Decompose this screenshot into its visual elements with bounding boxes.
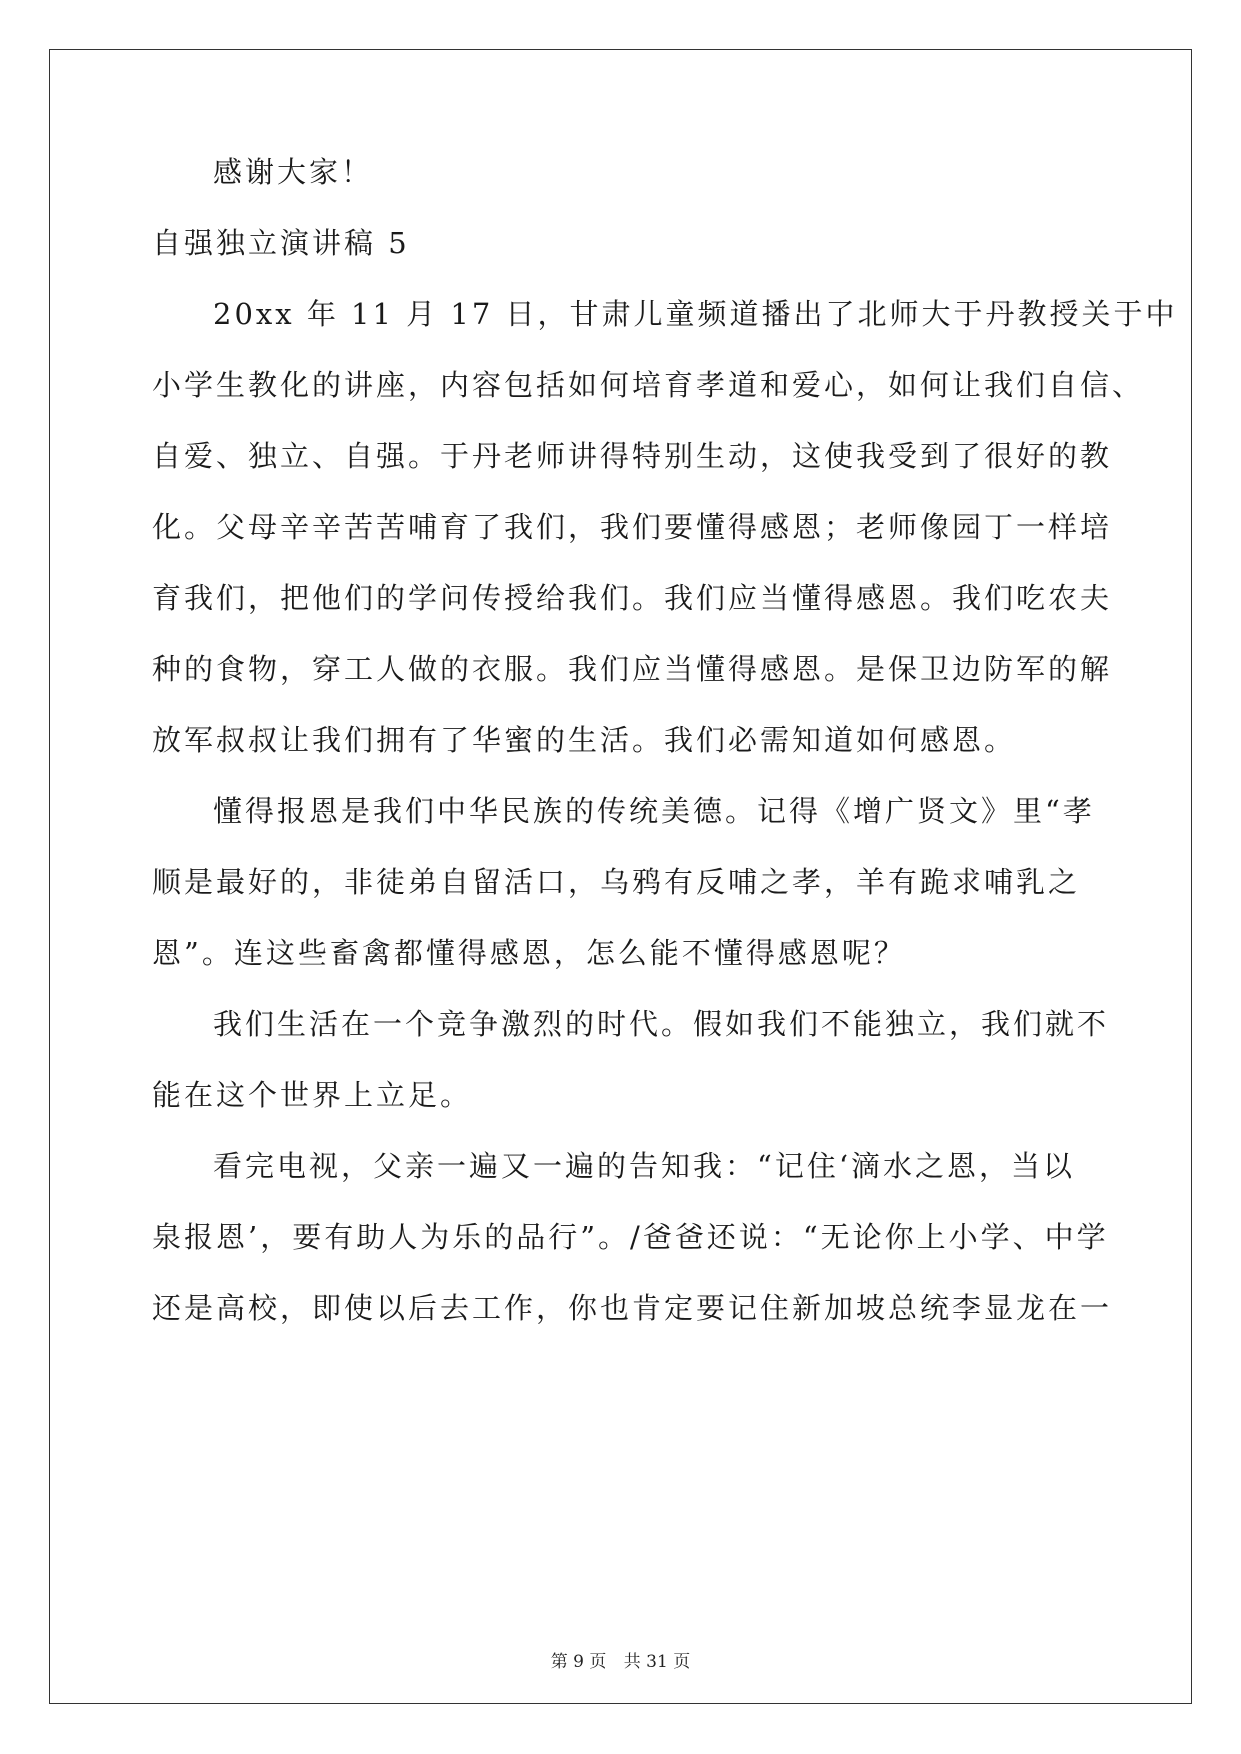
page-total: 共 31 页 xyxy=(623,1652,691,1672)
page-number: 第 9 页 xyxy=(550,1652,607,1672)
text-line: 我们生活在一个竞争激烈的时代。假如我们不能独立，我们就不 xyxy=(213,1007,1110,1041)
text-line: 化。父母辛辛苦苦哺育了我们，我们要懂得感恩；老师像园丁一样培 xyxy=(152,510,1113,544)
text-line: 感谢大家！ xyxy=(213,155,374,189)
text-line: 泉报恩’，要有助人为乐的品行”。/爸爸还说：“无论你上小学、中学 xyxy=(152,1220,1109,1254)
text-line: 种的食物，穿工人做的衣服。我们应当懂得感恩。是保卫边防军的解 xyxy=(152,652,1113,686)
text-line: 放军叔叔让我们拥有了华蜜的生活。我们必需知道如何感恩。 xyxy=(152,723,1017,757)
text-line: 自爱、独立、自强。于丹老师讲得特别生动，这使我受到了很好的教 xyxy=(152,439,1113,473)
text-line: 小学生教化的讲座，内容包括如何培育孝道和爱心，如何让我们自信、 xyxy=(152,368,1145,402)
text-line: 恩”。连这些畜禽都懂得感恩，怎么能不懂得感恩呢？ xyxy=(152,936,906,970)
text-line: 看完电视，父亲一遍又一遍的告知我：“记住‘滴水之恩，当以 xyxy=(213,1149,1076,1183)
text-line: 还是高校，即使以后去工作，你也肯定要记住新加坡总统李显龙在一 xyxy=(152,1291,1113,1325)
text-line: 育我们，把他们的学问传授给我们。我们应当懂得感恩。我们吃农夫 xyxy=(152,581,1113,615)
text-line: 懂得报恩是我们中华民族的传统美德。记得《增广贤文》里“孝 xyxy=(213,794,1095,828)
text-line: 20xx 年 11 月 17 日，甘肃儿童频道播出了北师大于丹教授关于中 xyxy=(213,297,1178,331)
section-heading: 自强独立演讲稿 5 xyxy=(152,226,410,260)
text-line: 能在这个世界上立足。 xyxy=(152,1078,473,1112)
text-line: 顺是最好的，非徒弟自留活口，乌鸦有反哺之孝，羊有跪求哺乳之 xyxy=(152,865,1081,899)
page-footer xyxy=(0,1651,1241,1673)
